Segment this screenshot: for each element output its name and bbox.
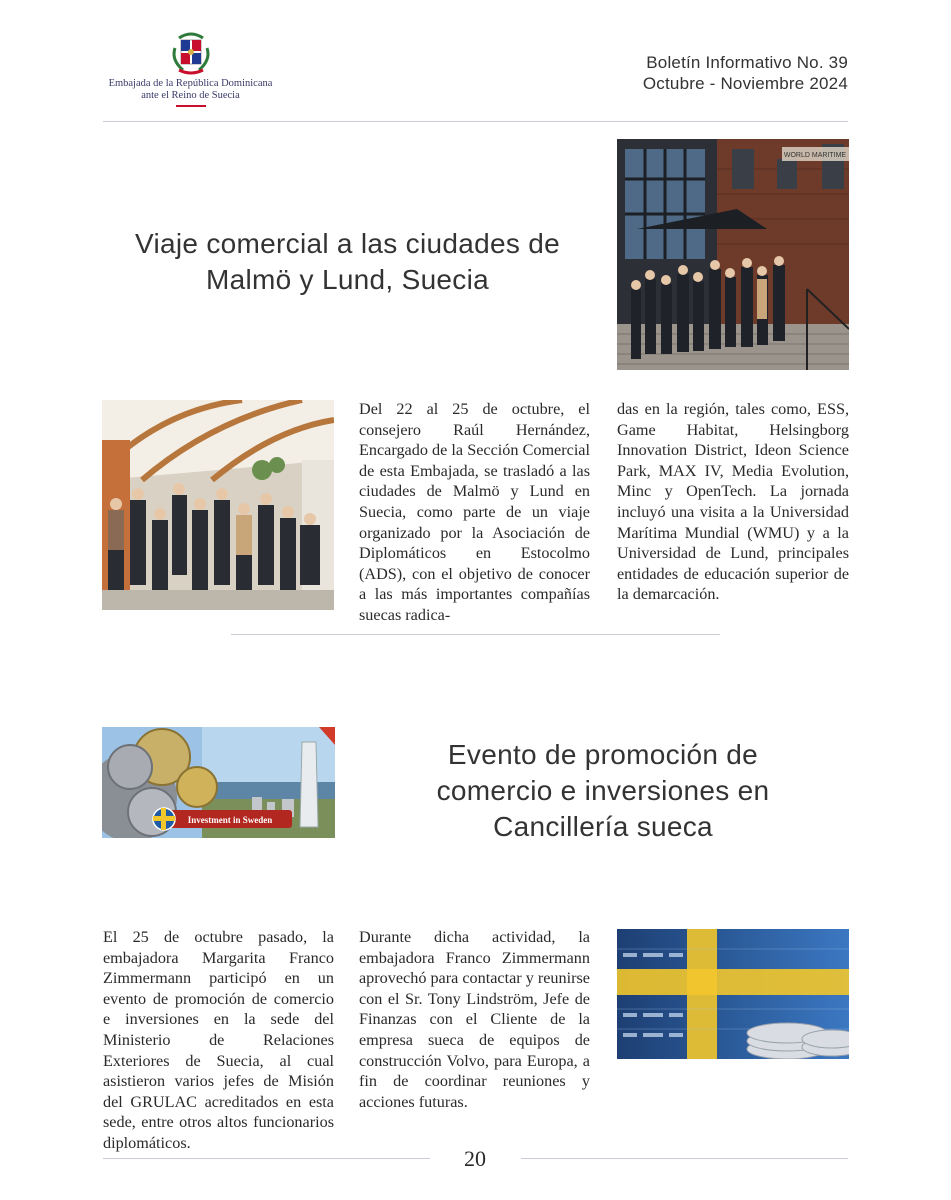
bulletin-header [643,52,848,94]
article2-title-line2: comercio e inversiones en [436,775,770,806]
article1-title-line2: Malmö y Lund, Suecia [205,264,490,295]
logo-line-1: Embajada de la República Dominicana [108,78,273,89]
page-number: 20 [464,1146,486,1171]
investment-in-sweden-banner [102,727,335,838]
logo-red-underline [176,105,206,107]
banner-text: Investment in Sweden [187,815,273,825]
article1-group-photo [102,400,334,610]
footer-rule-right [521,1158,848,1159]
article1-title [100,226,595,298]
article1-title-line1: Viaje comercial a las ciudades de [135,228,560,259]
bulletin-title: Boletín Informativo No. 39 [646,53,848,72]
article2-title-line1: Evento de promoción de [447,739,759,770]
building-sign: WORLD MARITIME [783,152,847,159]
article1-building-photo [617,139,849,370]
article1-column1: Del 22 al 25 de octubre, el consejero Raúl Hernández, Encargado de la Sección Comercial de esta Embajada, se trasladó a las ciudades de Malmö y Lund en Suecia, como parte de un viaje organizado por la Asociación de Diplomáticos en Estocolmo (ADS), con el objetivo de conocer a las más importantes compañías suecas radica- [359,400,590,624]
logo-line-2: ante el Reino de Suecia [141,90,240,101]
article2-column1: El 25 de octubre pasado, la embajadora Margarita Franco Zimmermann participó en un evento de promoción de comercio e inversiones en la sede del Ministerio de Relaciones Exteriores de Suecia, al cual asistieron varios jefes de Misión del GRULAC acreditados en esta sede, entre otros altos funcionarios diplomáticos. [103,928,334,1152]
article2-title-line3: Cancillería sueca [493,811,713,842]
article2-column2: Durante dicha actividad, la embajadora Franco Zimmermann aprovechó para contactar y reunirse con el Sr. Tony Lindström, Jefe de Finanzas con el Cliente de la empresa sueca de equipos de construcción Volvo, para Europa, a fin de coordinar reuniones y acciones futuras. [359,928,590,1111]
article-divider [231,634,720,635]
article2-title [380,737,826,845]
article1-column2: das en la región, tales como, ESS, Game Habitat, Helsingborg Innovation District, Ideon Science Park, MAX IV, Media Evolution, Minc y OpenTech. La jornada incluyó una visita a la Universidad Marítima Mundial (WMU) y a la Universidad de Lund, principales entidades de educación superior de la demarcación. [617,400,849,604]
embassy-logo [103,28,278,112]
coat-of-arms-icon [165,28,217,78]
sweden-finance-photo [617,929,849,1059]
header-divider [103,121,848,122]
bulletin-date: Octubre - Noviembre 2024 [642,74,848,93]
footer-rule-left [103,1158,430,1159]
